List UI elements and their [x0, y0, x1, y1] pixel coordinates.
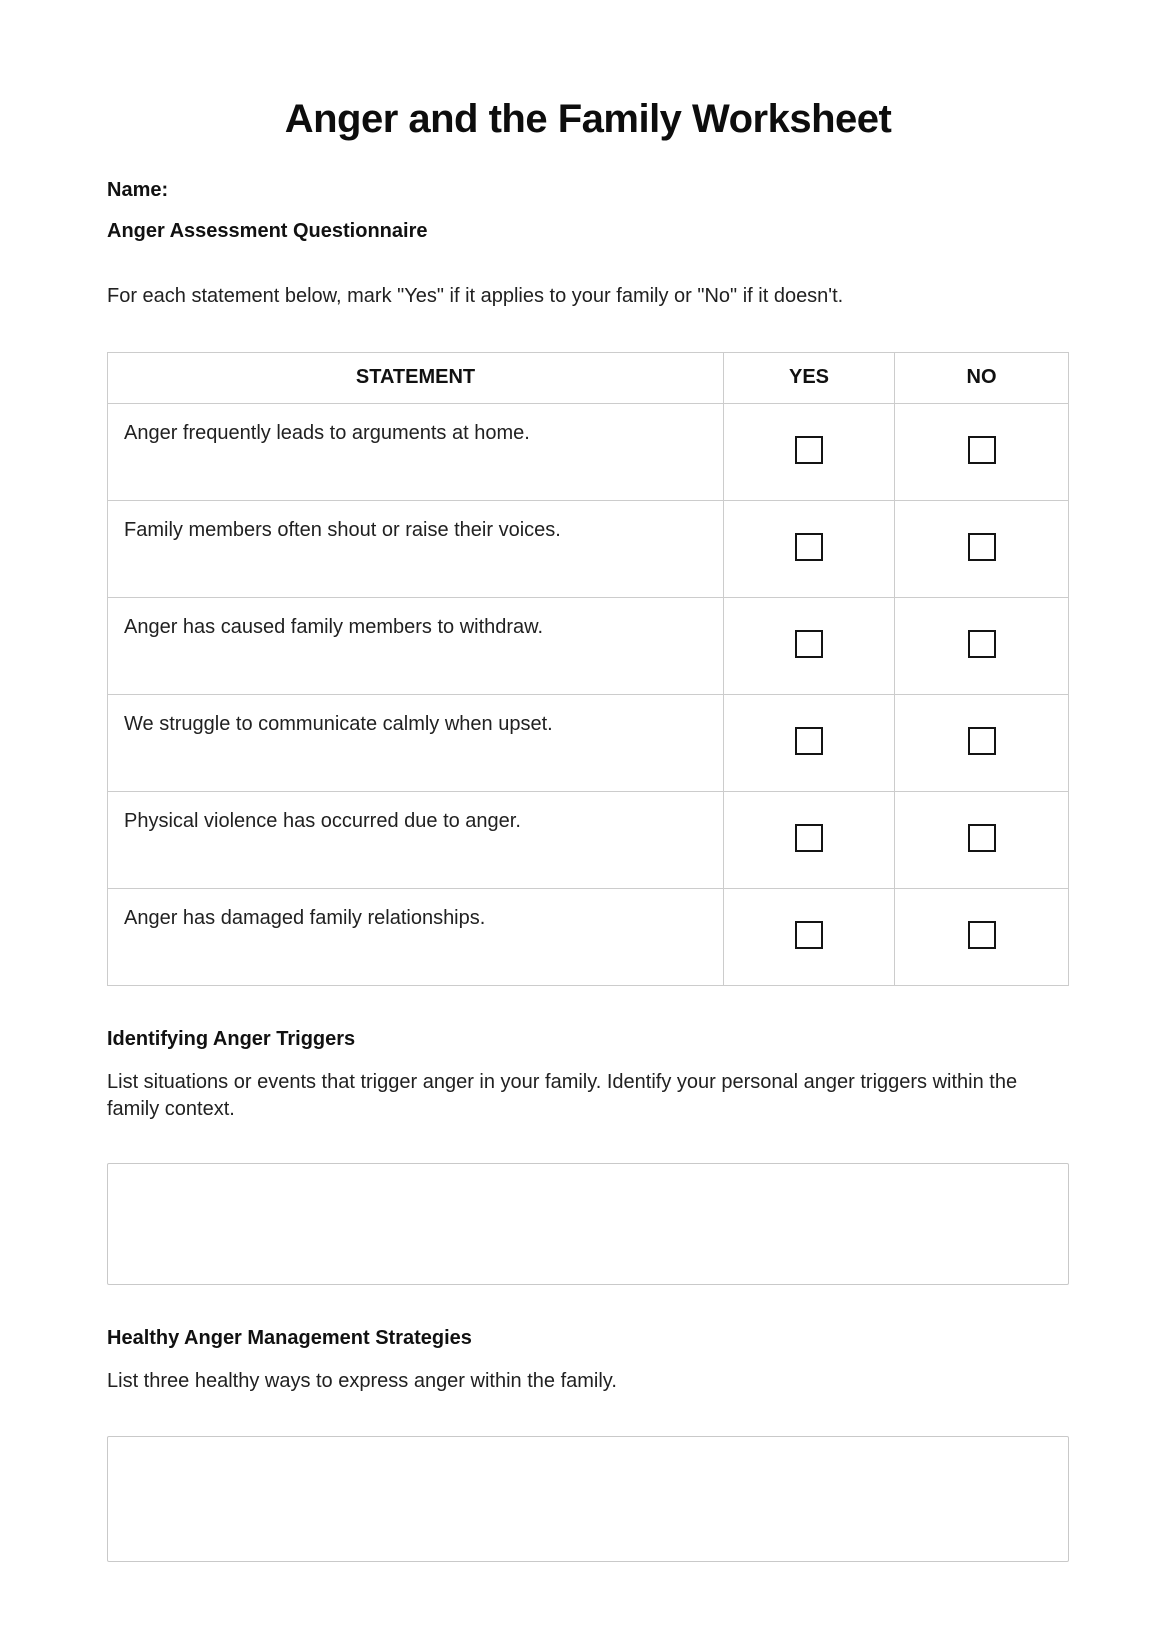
yes-checkbox[interactable] [795, 436, 823, 464]
statement-text: Anger frequently leads to arguments at home. [124, 422, 530, 444]
statement-text: Anger has caused family members to withdraw. [124, 616, 544, 638]
no-cell [895, 598, 1069, 695]
no-cell [895, 404, 1069, 501]
triggers-instruction: List situations or events that trigger anger in your family. Identify your personal anger triggers within the family context. [107, 1071, 1018, 1120]
no-checkbox[interactable] [968, 630, 996, 658]
strategies-heading: Healthy Anger Management Strategies [107, 1327, 472, 1349]
yes-checkbox[interactable] [795, 630, 823, 658]
yes-checkbox[interactable] [795, 533, 823, 561]
no-checkbox[interactable] [968, 727, 996, 755]
statement-text: Family members often shout or raise their voices. [124, 519, 561, 541]
table-row [108, 695, 1069, 792]
statement-cell [108, 792, 724, 889]
statement-text: Physical violence has occurred due to anger. [124, 810, 521, 832]
statement-cell [108, 598, 724, 695]
statement-text: Anger has damaged family relationships. [124, 907, 486, 929]
no-checkbox[interactable] [968, 436, 996, 464]
assessment-table-body [108, 404, 1069, 986]
column-header-no: NO [895, 353, 1069, 404]
no-cell [895, 695, 1069, 792]
strategies-input[interactable] [107, 1436, 1069, 1562]
no-checkbox[interactable] [968, 921, 996, 949]
assessment-header-row [108, 353, 1069, 404]
table-row [108, 889, 1069, 986]
no-cell [895, 889, 1069, 986]
yes-checkbox[interactable] [795, 921, 823, 949]
statement-cell [108, 404, 724, 501]
yes-cell [724, 792, 895, 889]
anger-triggers-input[interactable] [107, 1163, 1069, 1285]
statement-cell [108, 889, 724, 986]
questionnaire-heading: Anger Assessment Questionnaire [107, 220, 428, 242]
page-title: Anger and the Family Worksheet [284, 97, 892, 141]
yes-cell [724, 889, 895, 986]
table-row [108, 598, 1069, 695]
table-row [108, 792, 1069, 889]
table-row [108, 501, 1069, 598]
statement-cell [108, 695, 724, 792]
yes-checkbox[interactable] [795, 727, 823, 755]
statement-text: We struggle to communicate calmly when upset. [124, 713, 553, 735]
name-label: Name: [107, 179, 169, 201]
no-cell [895, 501, 1069, 598]
yes-cell [724, 695, 895, 792]
triggers-heading: Identifying Anger Triggers [107, 1028, 356, 1050]
yes-checkbox[interactable] [795, 824, 823, 852]
no-checkbox[interactable] [968, 533, 996, 561]
questionnaire-instruction: For each statement below, mark "Yes" if it applies to your family or "No" if it doesn't. [107, 285, 844, 307]
strategies-instruction: List three healthy ways to express anger within the family. [107, 1370, 617, 1392]
no-cell [895, 792, 1069, 889]
table-row [108, 404, 1069, 501]
statement-cell [108, 501, 724, 598]
column-header-statement: STATEMENT [108, 353, 724, 404]
column-header-yes: YES [724, 353, 895, 404]
assessment-table [107, 352, 1069, 986]
no-checkbox[interactable] [968, 824, 996, 852]
yes-cell [724, 598, 895, 695]
yes-cell [724, 501, 895, 598]
yes-cell [724, 404, 895, 501]
